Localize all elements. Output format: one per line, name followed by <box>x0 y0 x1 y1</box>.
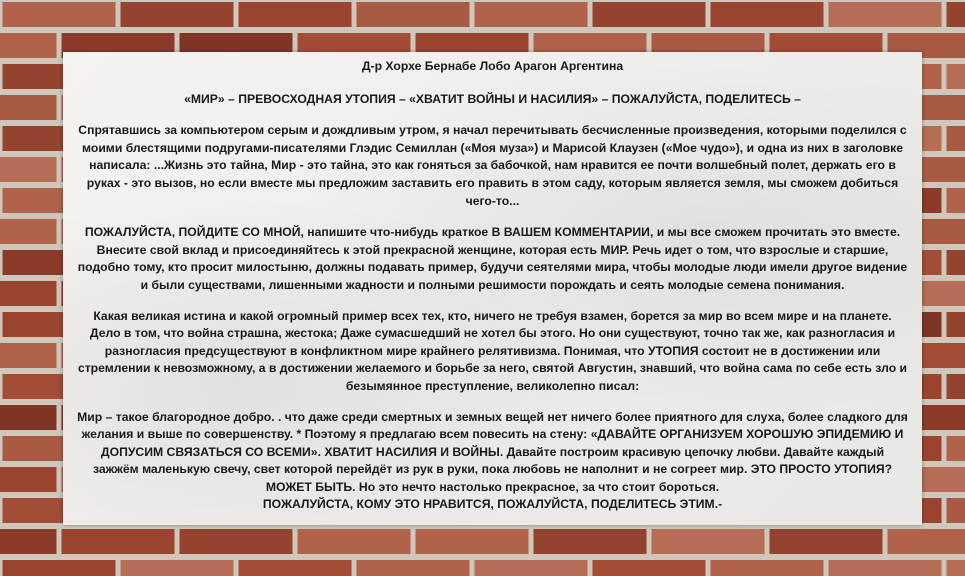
headline: «МИР» – ПРЕВОСХОДНАЯ УТОПИЯ – «ХВАТИТ ВОЙНЫ И НАСИЛИЯ» – ПОЖАЛУЙСТА, ПОДЕЛИТЕСЬ – <box>184 91 801 106</box>
brick <box>770 529 883 554</box>
brick <box>475 2 588 27</box>
brick <box>3 560 116 576</box>
brick <box>947 2 965 27</box>
brick <box>298 529 411 554</box>
brick <box>0 467 57 492</box>
brick <box>0 405 57 430</box>
brick <box>947 436 965 461</box>
brick <box>0 343 57 368</box>
brick <box>711 560 824 576</box>
brick <box>180 529 293 554</box>
closing-line: ПОЖАЛУЙСТА, КОМУ ЭТО НРАВИТСЯ, ПОЖАЛУЙСТА, ПОДЕЛИТЕСЬ ЭТИМ.- <box>262 497 723 512</box>
brick <box>3 2 116 27</box>
brick <box>534 529 647 554</box>
brick <box>0 219 57 244</box>
brick <box>947 560 965 576</box>
brick <box>0 33 57 58</box>
brick <box>121 2 234 27</box>
brick <box>593 2 706 27</box>
brick <box>0 529 57 554</box>
paragraph-4: Мир – такое благородное добро. . что даже среди смертных и земных вещей нет ничего более приятного для слуха, более сладкого для желания и выше по совершенству. * Поэтому я предлагаю всем повесить на стену: «ДАВАЙТЕ ОРГАНИЗУЕМ ХОРОШУЮ ЭПИДЕМИЮ И ДОПУСИМ СВЯЗАТЬСЯ СО ВСЕМИ». ХВАТИТ НАСИЛИЯ И ВОЙНЫ. Давайте построим красивую цепочку любви. Давайте каждый зажжём маленькую свечу, свет которой перейдёт из рук в руки, пока любовь не наполнит и не согреет мир. ЭТО ПРОСТО УТОПИЯ? МОЖЕТ БЫТЬ. Но это нечто настолько прекрасное, за что стоит бороться. <box>77 409 908 494</box>
brick <box>947 188 965 213</box>
brick <box>121 560 234 576</box>
brick <box>947 64 965 89</box>
brick <box>593 560 706 576</box>
brick <box>947 374 965 399</box>
brick <box>829 560 942 576</box>
brick <box>416 529 529 554</box>
brick <box>652 529 765 554</box>
brick <box>0 95 57 120</box>
brick <box>357 2 470 27</box>
brick <box>888 529 965 554</box>
brick <box>947 498 965 523</box>
brick <box>475 560 588 576</box>
brick <box>947 126 965 151</box>
brick <box>0 157 57 182</box>
brick <box>947 250 965 275</box>
brick <box>947 312 965 337</box>
brick <box>0 281 57 306</box>
brick <box>829 2 942 27</box>
author-line: Д-р Хорхе Бернабе Лобо Арагон Аргентина <box>361 59 624 73</box>
brick <box>711 2 824 27</box>
brick <box>62 529 175 554</box>
paragraph-2: ПОЖАЛУЙСТА, ПОЙДИТЕ СО МНОЙ, напишите что-нибудь краткое В ВАШЕМ КОММЕНТАРИИ, и мы все сможем прочитать это вместе. Внесите свой вклад и присоединяйтесь к этой прекрасной женщине, которая есть МИР. Речь идет о том, что взрослые и старшие, подобно тому, кто просит милостыню, должны подавать пример, будучи сеятелями мира, чтобы молодые люди имели другое видение и были существами, лишенными жадности и полными решимости порождать и сеять молодые семена понимания. <box>77 225 908 292</box>
brick <box>239 560 352 576</box>
paper-poster <box>63 52 922 525</box>
paragraph-1: Спрятавшись за компьютером серым и дождливым утром, я начал перечитывать бесчисленные произведения, которыми поделился с моими блестящими подругами-писателями Глэдис Семиллан («Моя муза») и Марисой Клаузен («Мое чудо»), и одна из них в заголовке написала: ...Жизнь это тайна, Мир - это тайна, это как гоняться за бабочкой, нам нравится ее почти волшебный полет, держать его в руках - это вызов, но если вместе мы предложим заставить его править в этом саду, которым является земля, мы сможем добиться чего-то... <box>78 123 907 208</box>
brick <box>357 560 470 576</box>
brick <box>239 2 352 27</box>
paragraph-3: Какая великая истина и какой огромный пример всех тех, кто, ничего не требуя взамен, борется за мир во всем мире и на планете. Дело в том, что война страшна, жестока; Даже сумасшедший не хотел бы этого. Но они существуют, точно так же, как разногласия и разногласия предсуществуют в конфликтном мире крайнего релятивизма. Понимая, что УТОПИЯ состоит не в достижении или стремлении к невозможному, а в достижении желаемого и борьбе за него, святой Августин, знавший, что война сама по себе есть зло и безымянное преступление, великолепно писал: <box>77 308 908 393</box>
